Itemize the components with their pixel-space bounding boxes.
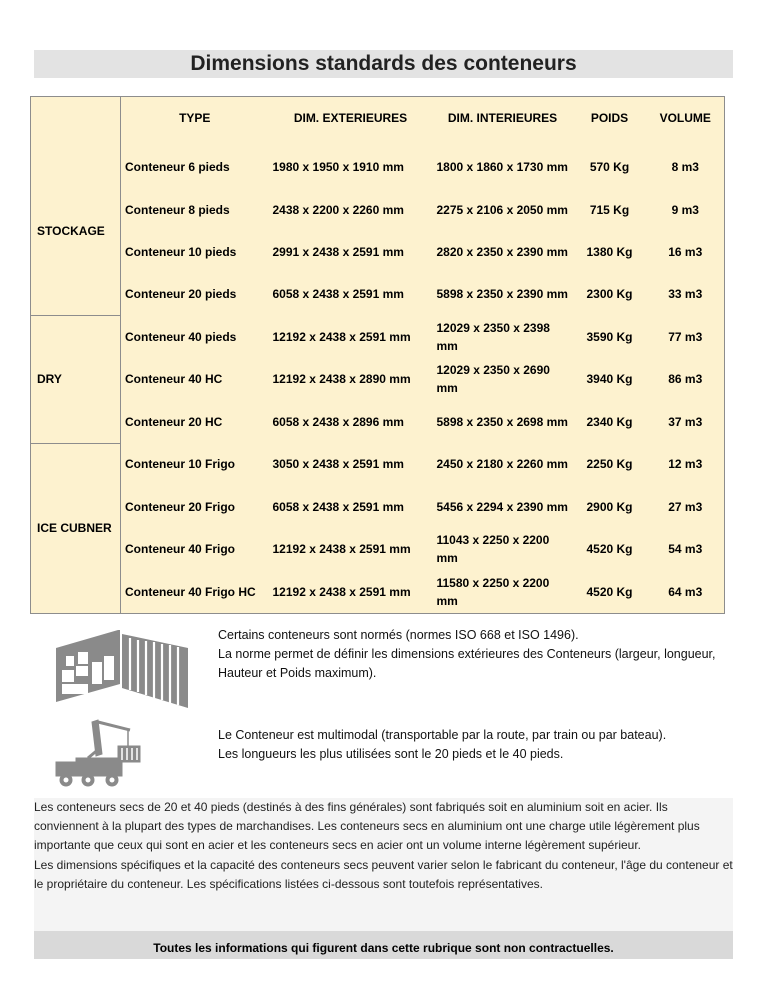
- paragraph-materials: Les conteneurs secs de 20 et 40 pieds (destinés à des fins générales) sont fabriqués soit en aluminium soit en acier. Ils conviennent à la plupart des types de marchandises. Les conteneurs secs en aluminium ont une charge utile légèrement plus importante que ceux qui sont en acier et les conteneurs secs en acier ont un volume interne légèrement supérieur.: [34, 800, 700, 852]
- dimensions-table: [30, 96, 725, 614]
- cell-ext: 3050 x 2438 x 2591 mm: [272, 457, 404, 472]
- cell-volume: 54 m3: [668, 542, 703, 557]
- cell-poids: 3590 Kg: [586, 329, 633, 344]
- page-title: Dimensions standards des conteneurs: [190, 52, 577, 75]
- header-int: DIM. INTERIEURES: [447, 111, 558, 125]
- table-row: [31, 358, 725, 400]
- cell-poids: 4520 Kg: [586, 584, 633, 599]
- category-stockage: STOCKAGE: [31, 146, 121, 316]
- cell-ext: 12192 x 2438 x 2591 mm: [272, 329, 411, 344]
- cell-int: 5898 x 2350 x 2390 mm: [436, 287, 568, 302]
- cell-poids: 2340 Kg: [586, 414, 633, 429]
- cell-type: Conteneur 6 pieds: [125, 160, 230, 175]
- cell-volume: 37 m3: [668, 414, 703, 429]
- cell-ext: 1980 x 1950 x 1910 mm: [272, 160, 404, 175]
- table-row: [31, 146, 725, 188]
- shipping-container-icon: [48, 626, 192, 712]
- category-ice-cubner: ICE CUBNER: [31, 443, 121, 613]
- table-row: [31, 316, 725, 358]
- cell-volume: 64 m3: [668, 584, 703, 599]
- cell-type: Conteneur 10 Frigo: [125, 457, 236, 472]
- cell-poids: 2300 Kg: [586, 287, 633, 302]
- cell-ext: 12192 x 2438 x 2591 mm: [272, 542, 411, 557]
- note-iso: [218, 626, 718, 683]
- cell-poids: 570 Kg: [589, 160, 630, 175]
- cell-int: 2820 x 2350 x 2390 mm: [436, 244, 568, 259]
- cell-poids: 715 Kg: [589, 202, 630, 217]
- table-row: [31, 273, 725, 315]
- cell-int: 1800 x 1860 x 1730 mm: [436, 160, 568, 175]
- cell-poids: 2900 Kg: [586, 499, 633, 514]
- cell-poids: 1380 Kg: [586, 244, 633, 259]
- cell-volume: 16 m3: [668, 244, 703, 259]
- cell-ext: 2438 x 2200 x 2260 mm: [272, 202, 404, 217]
- cell-int: 2450 x 2180 x 2260 mm: [436, 457, 568, 472]
- category-header: [31, 97, 121, 146]
- note-line: Certains conteneurs sont normés (normes ISO 668 et ISO 1496).: [218, 628, 579, 642]
- note-line: La norme permet de définir les dimensions extérieures des Conteneurs (largeur, longueur, Hauteur et Poids maximum).: [218, 647, 716, 680]
- table-header-row: [31, 97, 725, 146]
- header-volume: VOLUME: [659, 111, 711, 125]
- table-row: [31, 188, 725, 230]
- cell-type: Conteneur 8 pieds: [125, 202, 230, 217]
- cell-ext: 6058 x 2438 x 2591 mm: [272, 499, 404, 514]
- info-block: [34, 622, 734, 788]
- cell-volume: 12 m3: [668, 457, 703, 472]
- cell-type: Conteneur 20 Frigo: [125, 499, 236, 514]
- cell-type: Conteneur 20 HC: [125, 414, 223, 429]
- table-row: [31, 231, 725, 273]
- cell-volume: 9 m3: [671, 202, 699, 217]
- cell-ext: 12192 x 2438 x 2890 mm: [272, 372, 411, 387]
- table-row: [31, 443, 725, 485]
- crane-truck-icon: [52, 718, 164, 788]
- cell-volume: 8 m3: [671, 160, 699, 175]
- table-row: [31, 485, 725, 527]
- cell-type: Conteneur 20 pieds: [125, 287, 237, 302]
- cell-volume: 33 m3: [668, 287, 703, 302]
- cell-type: Conteneur 40 Frigo HC: [125, 584, 256, 599]
- cell-int: 12029 x 2350 x 2398 mm: [436, 320, 550, 353]
- table-row: [31, 570, 725, 613]
- title-bar: [34, 50, 733, 78]
- cell-volume: 77 m3: [668, 329, 703, 344]
- disclaimer-bar: Toutes les informations qui figurent dans cette rubrique sont non contractuelles.: [34, 931, 733, 959]
- table-row: [31, 401, 725, 443]
- cell-volume: 27 m3: [668, 499, 703, 514]
- cell-poids: 2250 Kg: [586, 457, 633, 472]
- header-ext: DIM. EXTERIEURES: [293, 111, 408, 125]
- category-dry: DRY: [31, 316, 121, 443]
- cell-ext: 6058 x 2438 x 2896 mm: [272, 414, 404, 429]
- cell-volume: 86 m3: [668, 372, 703, 387]
- cell-type: Conteneur 40 pieds: [125, 329, 237, 344]
- cell-int: 2275 x 2106 x 2050 mm: [436, 202, 568, 217]
- cell-int: 11043 x 2250 x 2200 mm: [436, 533, 550, 566]
- cell-int: 5898 x 2350 x 2698 mm: [436, 414, 568, 429]
- cell-type: Conteneur 40 HC: [125, 372, 223, 387]
- cell-ext: 12192 x 2438 x 2591 mm: [272, 584, 411, 599]
- cell-ext: 2991 x 2438 x 2591 mm: [272, 244, 404, 259]
- cell-type: Conteneur 40 Frigo: [125, 542, 236, 557]
- header-type: TYPE: [179, 111, 211, 125]
- note-line: Les longueurs les plus utilisées sont le 20 pieds et le 40 pieds.: [218, 747, 564, 761]
- cell-ext: 6058 x 2438 x 2591 mm: [272, 287, 404, 302]
- cell-type: Conteneur 10 pieds: [125, 244, 237, 259]
- table-row: [31, 528, 725, 570]
- cell-int: 5456 x 2294 x 2390 mm: [436, 499, 568, 514]
- paragraph-specs: Les dimensions spécifiques et la capacité des conteneurs secs peuvent varier selon le fabricant du conteneur, l'âge du conteneur et le propriétaire du conteneur. Les spécifications listées ci-dessous sont toutefois représentatives.: [34, 858, 733, 891]
- cell-int: 11580 x 2250 x 2200 mm: [436, 575, 550, 608]
- cell-int: 12029 x 2350 x 2690 mm: [436, 363, 550, 396]
- cell-poids: 4520 Kg: [586, 542, 633, 557]
- note-multimodal: [218, 726, 728, 764]
- cell-poids: 3940 Kg: [586, 372, 633, 387]
- header-poids: POIDS: [590, 111, 629, 125]
- note-line: Le Conteneur est multimodal (transportable par la route, par train ou par bateau).: [218, 728, 667, 742]
